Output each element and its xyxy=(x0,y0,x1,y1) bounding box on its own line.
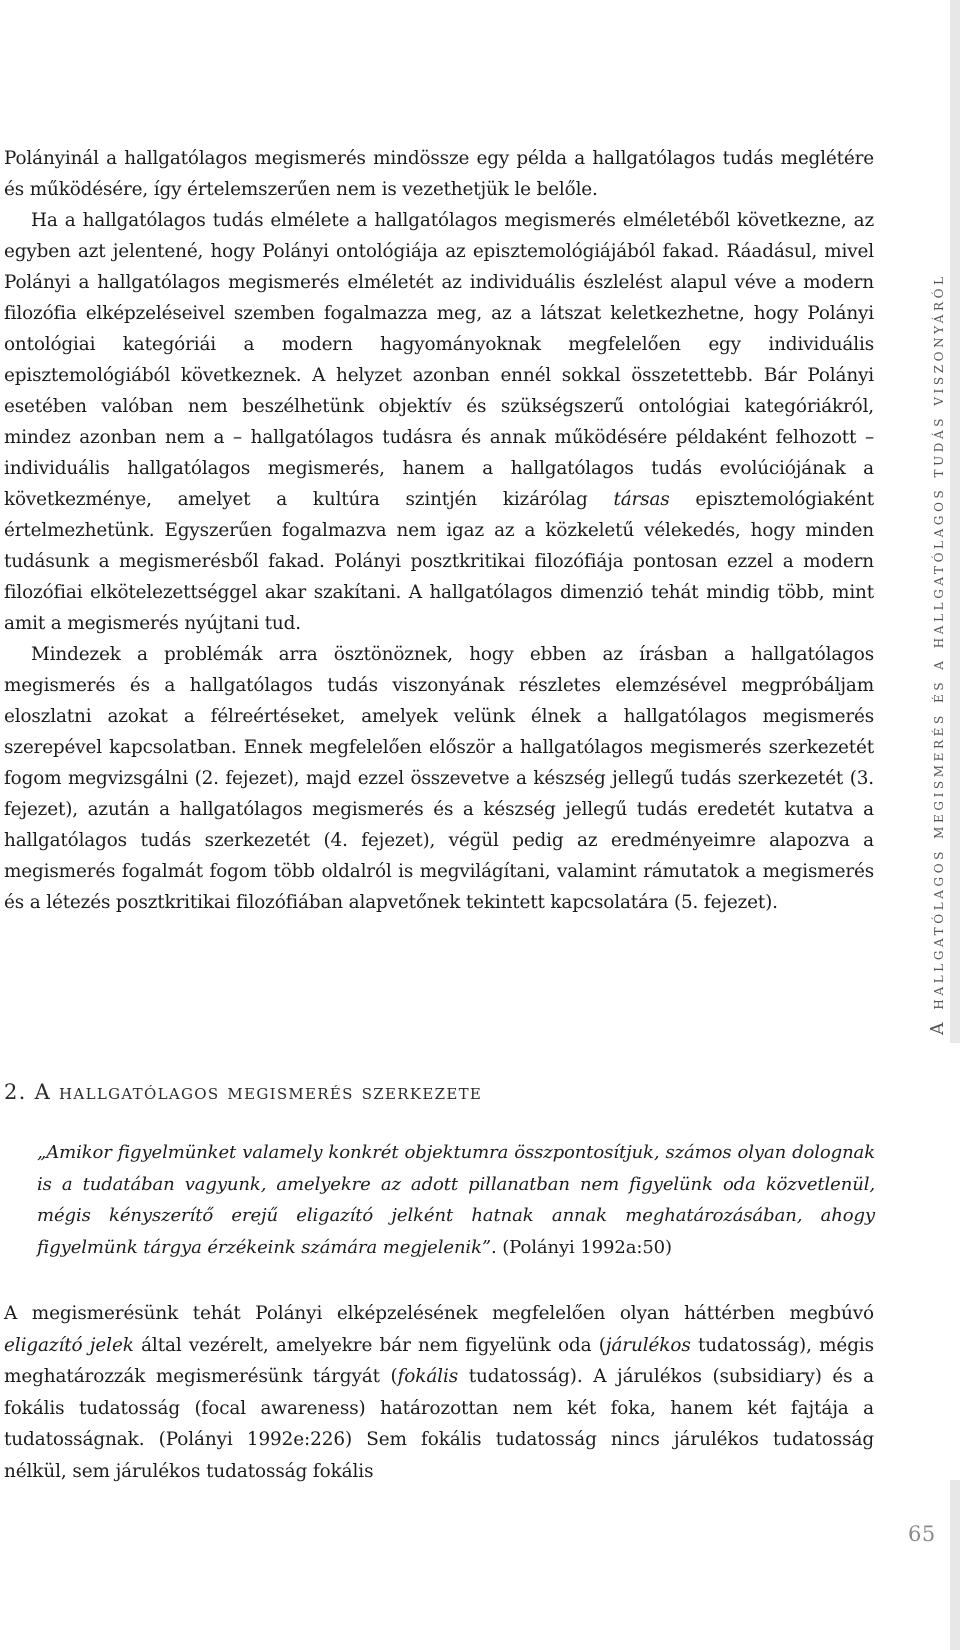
running-header: A hallgatólagos megismerés és a hallgatólagos tudás viszonyáról xyxy=(928,273,948,1035)
paragraph-2-text: Ha a hallgatólagos tudás elmélete a hallgatólagos megismerés elméletéből következne, az egyben azt jelentené, hogy Polányi ontológiája az episztemológiájából fakad. Ráadásul, mivel Polányi a hallgatólagos megismerés elméletét az individuális észlelést alapul véve a modern filozófia elképzeléseivel szemben fogalmazza meg, az a látszat keletkezhetne, hogy Polányi ontológiai kategóriái a modern hagyományoknak megfelelően egy individuális episztemológiából következnek. A helyzet azonban ennél sokkal összetettebb. Bár Polányi esetében valóban nem beszélhetünk objektív és szükségszerű ontológiai kategóriákról, mindez azonban nem a – hallgatólagos tudásra és annak működésére példaként felhozott – individuális hallgatólagos megismerés, hanem a hallgatólagos tudás evolúciójának a következménye, amelyet a kultúra szintjén kizárólag xyxy=(4,210,874,510)
paragraph-2-continuation: episztemológiaként értelmezhetünk. Egyszerűen fogalmazva nem igaz az a közkeletű vélekedés, hogy minden tudásunk a megismerésből fakad. Polányi posztkritikai filozófiája pontosan ezzel a modern filozófiai elkötelezettséggel akar szakítani. A hallgatólagos dimenzió tehát mindig több, mint amit a megismerés nyújtani tud. xyxy=(4,489,875,634)
quote-text: „Amikor figyelmünket valamely konkrét objektumra összpontosítjuk, számos olyan dolognak is a tudatában vagyunk, amelyekre az adott pillanatban nem figyelünk oda közvetlenül, mégis kényszerítő erejű eligazító jelként hatnak annak meghatározásában, ahogy figyelmünk tárgya érzékeink számára megjelenik”. xyxy=(37,1142,875,1258)
paragraph-1: Polányinál a hallgatólagos megismerés mindössze egy példa a hallgatólagos tudás meglétére és működésére, így értelemszerűen nem is vezethetjük le belőle. xyxy=(4,148,874,200)
term-fokalis: fokális xyxy=(397,1366,459,1387)
closing-part-3: tudatosság), mégis meghatározzák megismerésünk tárgyát ( xyxy=(4,1334,875,1387)
emphasis-tarsas: társas xyxy=(613,489,670,510)
term-jarulekos: járulékos xyxy=(605,1334,691,1356)
block-quote xyxy=(37,1137,875,1263)
term-eligazito-jelek: eligazító jelek xyxy=(4,1334,134,1356)
quote-citation: (Polányi 1992a:50) xyxy=(502,1236,672,1258)
closing-part-1: A megismerésünk tehát Polányi elképzelésének megfelelően olyan háttérben megbúvó xyxy=(4,1303,874,1324)
closing-part-4: tudatosság). A járulékos (subsidiary) és a fokális tudatosság (focal awareness) határozottan nem két foka, hanem két fajtája a tudatosságnak. (Polányi 1992e:226) Sem fokális tudatosság nincs járulékos tudatosság nélkül, sem járulékos tudatosság fokális xyxy=(4,1366,874,1482)
page-number: 65 xyxy=(908,1522,936,1546)
margin-rule xyxy=(950,0,960,1043)
closing-text-block xyxy=(4,1298,874,1487)
paragraph-3: Mindezek a problémák arra ösztönöznek, hogy ebben az írásban a hallgatólagos megismerés és a hallgatólagos tudás viszonyának részletes elemzésével megpróbáljam eloszlatni azokat a félreértéseket, amelyek velünk élnek a hallgatólagos megismerés szerepével kapcsolatban. Ennek megfelelően először a hallgatólagos megismerés szerkezetét fogom megvizsgálni (2. fejezet), majd ezzel összevetve a készség jellegű tudás szerkezetét (3. fejezet), azután a hallgatólagos megismerés és a készség jellegű tudás eredetét kutatva a hallgatólagos tudás szerkezetét (4. fejezet), végül pedig az eredményeimre alapozva a megismerés fogalmát fogom több oldalról is megvilágítani, valamint rámutatok a megismerés és a létezés posztkritikai filozófiában alapvetőnek tekintett kapcsolatára (5. fejezet). xyxy=(4,644,874,913)
closing-part-2: által vezérelt, amelyekre bár nem figyelünk oda ( xyxy=(141,1334,606,1356)
intro-text-block xyxy=(4,143,874,918)
section-heading: 2. A hallgatólagos megismerés szerkezete xyxy=(4,1080,483,1104)
margin-rule-bottom xyxy=(950,1480,960,1650)
paragraph-2 xyxy=(4,205,874,639)
paragraph-4 xyxy=(4,1298,874,1487)
